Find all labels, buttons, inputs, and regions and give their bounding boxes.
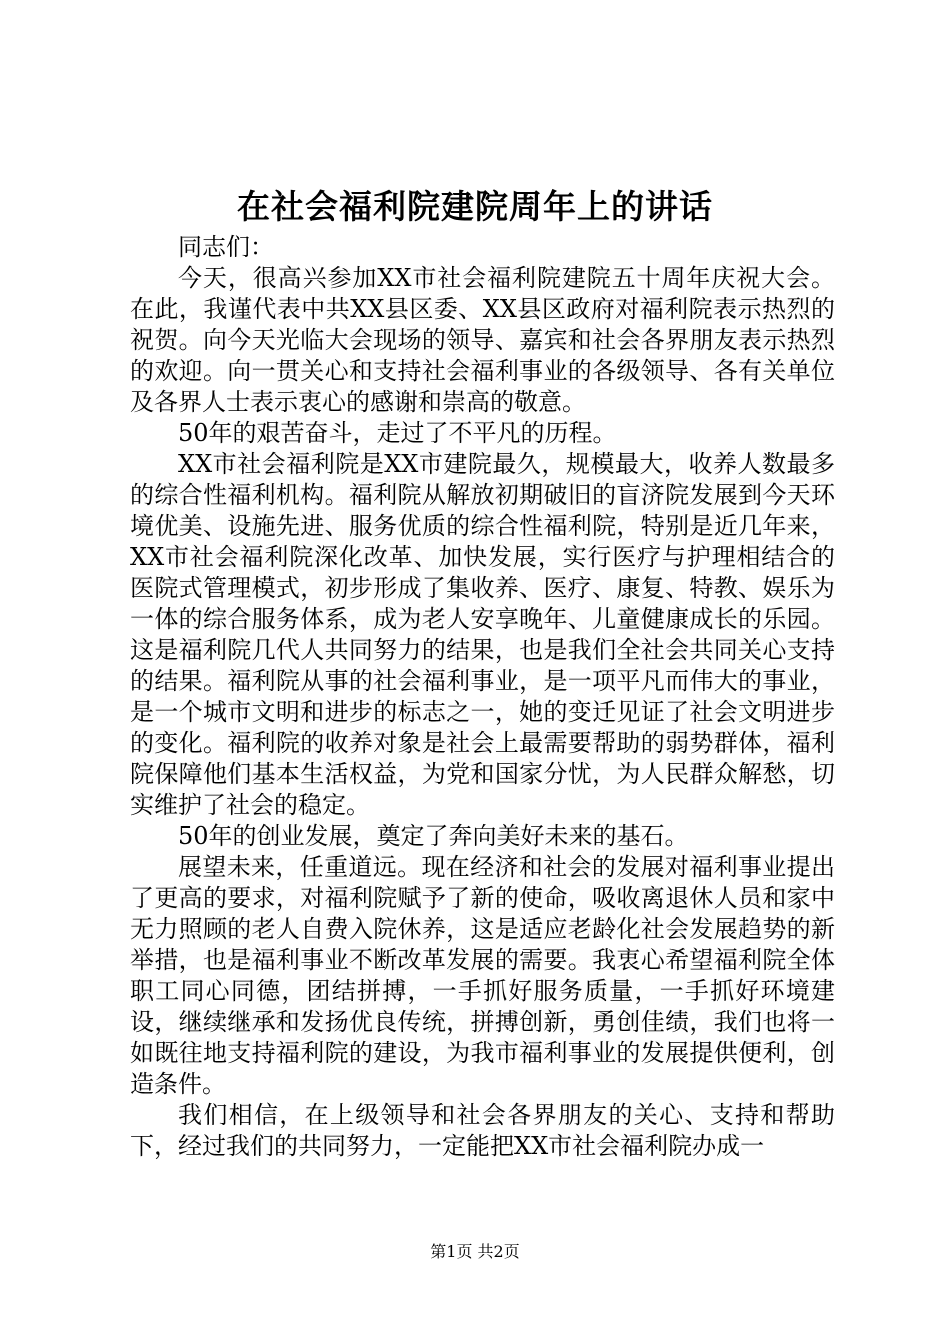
document-title: 在社会福利院建院周年上的讲话 (237, 187, 713, 226)
page-number-footer: 第1页 共2页 (430, 1242, 520, 1261)
document-body (130, 232, 835, 1162)
body-paragraph: XX市社会福利院是XX市建院最久，规模最大，收养人数最多的综合性福利机构。福利院从解放初期破旧的盲济院发展到今天环境优美、设施先进、服务优质的综合性福利院，特别是近几年来，XX市社会福利院深化改革、加快发展，实行医疗与护理相结合的医院式管理模式，初步形成了集收养、医疗、康复、特教、娱乐为一体的综合服务体系，成为老人安享晚年、儿童健康成长的乐园。这是福利院几代人共同努力的结果，也是我们全社会共同关心支持的结果。福利院从事的社会福利事业，是一项平凡而伟大的事业，是一个城市文明和进步的标志之一，她的变迁见证了社会文明进步的变化。福利院的收养对象是社会上最需要帮助的弱势群体，福利院保障他们基本生活权益，为党和国家分忧，为人民群众解愁，切实维护了社会的稳定。 (130, 450, 835, 819)
body-paragraph: 今天，很高兴参加XX市社会福利院建院五十周年庆祝大会。在此，我谨代表中共XX县区委、XX县区政府对福利院表示热烈的祝贺。向今天光临大会现场的领导、嘉宾和社会各界朋友表示热烈的欢迎。向一贯关心和支持社会福利事业的各级领导、各有关单位及各界人士表示衷心的感谢和崇高的敬意。 (130, 264, 835, 416)
salutation-paragraph: 同志们： (178, 233, 274, 261)
body-paragraph: 我们相信，在上级领导和社会各界朋友的关心、支持和帮助下，经过我们的共同努力，一定能把XX市社会福利院办成一 (130, 1101, 835, 1160)
body-paragraph: 展望未来，任重道远。现在经济和社会的发展对福利事业提出了更高的要求，对福利院赋予了新的使命，吸收离退休人员和家中无力照顾的老人自费入院休养，这是适应老龄化社会发展趋势的新举措，也是福利事业不断改革发展的需要。我衷心希望福利院全体职工同心同德，团结拼搏，一手抓好服务质量，一手抓好环境建设，继续继承和发扬优良传统，拼搏创新，勇创佳绩，我们也将一如既往地支持福利院的建设，为我市福利事业的发展提供便利，创造条件。 (130, 853, 835, 1098)
body-paragraph: 50年的创业发展，奠定了奔向美好未来的基石。 (178, 822, 689, 850)
body-paragraph: 50年的艰苦奋斗，走过了不平凡的历程。 (178, 419, 617, 447)
